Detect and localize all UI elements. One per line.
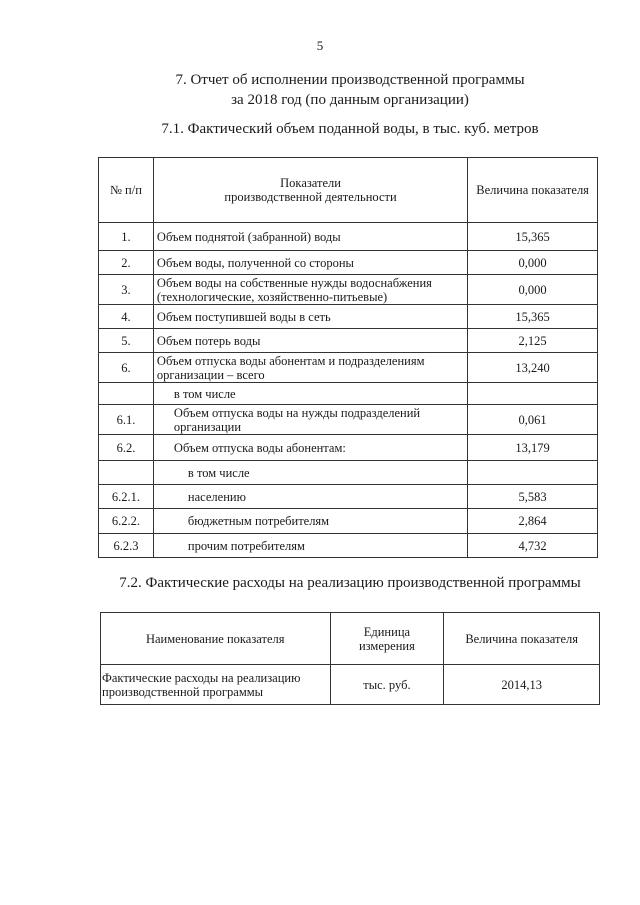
row-name: Объем воды на собственные нужды водоснабжения (технологические, хозяйственно-питьевые) <box>153 275 467 305</box>
row-name: Объем отпуска воды абонентам и подразделениям организации – всего <box>153 353 467 383</box>
row-value <box>468 461 598 485</box>
row-name: Объем воды, полученной со стороны <box>153 251 467 275</box>
row-name: Объем отпуска воды на нужды подразделений организации <box>153 405 467 435</box>
row-num: 6.1. <box>99 405 154 435</box>
table-row <box>99 405 598 435</box>
row-name: прочим потребителям <box>153 534 467 558</box>
row-name: бюджетным потребителям <box>153 509 467 534</box>
table-row <box>99 435 598 461</box>
water-volume-table <box>98 157 598 558</box>
row-num: 4. <box>99 305 154 329</box>
row-value: 4,732 <box>468 534 598 558</box>
table-header-row <box>99 158 598 223</box>
header-unit <box>330 613 444 665</box>
row-num: 1. <box>99 223 154 251</box>
row-name: в том числе <box>153 461 467 485</box>
row-num: 6.2.3 <box>99 534 154 558</box>
row-value: 0,000 <box>468 275 598 305</box>
table-row <box>99 534 598 558</box>
row-num: 6. <box>99 353 154 383</box>
row-value: 5,583 <box>468 485 598 509</box>
title-line: 7. Отчет об исполнении производственной программы <box>175 72 525 88</box>
row-value: 15,365 <box>468 223 598 251</box>
row-value: 0,061 <box>468 405 598 435</box>
title-line: за 2018 год (по данным организации) <box>231 92 469 108</box>
table-row <box>99 509 598 534</box>
table-row <box>99 275 598 305</box>
row-name: Объем поступившей воды в сеть <box>153 305 467 329</box>
header-line: измерения <box>358 638 415 653</box>
table-row <box>101 665 600 705</box>
header-num: № п/п <box>99 158 154 223</box>
row-num <box>99 383 154 405</box>
table-row <box>99 305 598 329</box>
page-number: 5 <box>316 38 324 53</box>
row-value: 13,240 <box>468 353 598 383</box>
header-line: Единица <box>363 624 411 639</box>
table-row <box>99 251 598 275</box>
row-num: 3. <box>99 275 154 305</box>
header-line: Показатели <box>280 176 341 190</box>
row-name: Фактические расходы на реализацию производственной программы <box>101 665 331 705</box>
row-num <box>99 461 154 485</box>
row-value: 13,179 <box>468 435 598 461</box>
section-heading-7-1: 7.1. Фактический объем поданной воды, в тыс. куб. метров <box>161 121 539 137</box>
table-row <box>99 353 598 383</box>
row-value <box>468 383 598 405</box>
row-value: 2014,13 <box>444 665 600 705</box>
header-value: Величина показателя <box>444 613 600 665</box>
row-num: 5. <box>99 329 154 353</box>
row-name: в том числе <box>153 383 467 405</box>
header-value: Величина показателя <box>468 158 598 223</box>
row-value: 2,125 <box>468 329 598 353</box>
row-num: 2. <box>99 251 154 275</box>
row-value: 2,864 <box>468 509 598 534</box>
row-name: Объем потерь воды <box>153 329 467 353</box>
header-line: производственной деятельности <box>224 190 397 204</box>
row-num: 6.2.1. <box>99 485 154 509</box>
row-num: 6.2.2. <box>99 509 154 534</box>
table-row <box>99 383 598 405</box>
row-value: 15,365 <box>468 305 598 329</box>
expenses-table <box>100 612 600 705</box>
row-name: Объем отпуска воды абонентам: <box>153 435 467 461</box>
row-num: 6.2. <box>99 435 154 461</box>
row-unit: тыс. руб. <box>330 665 444 705</box>
table-row <box>99 461 598 485</box>
table-row <box>99 223 598 251</box>
table-row <box>99 485 598 509</box>
row-value: 0,000 <box>468 251 598 275</box>
section-heading-7-2: 7.2. Фактические расходы на реализацию производственной программы <box>119 575 581 591</box>
row-name: населению <box>153 485 467 509</box>
row-name: Объем поднятой (забранной) воды <box>153 223 467 251</box>
page-title <box>100 70 600 110</box>
header-name: Наименование показателя <box>101 613 331 665</box>
table-row <box>99 329 598 353</box>
header-indicator <box>153 158 467 223</box>
table-header-row <box>101 613 600 665</box>
